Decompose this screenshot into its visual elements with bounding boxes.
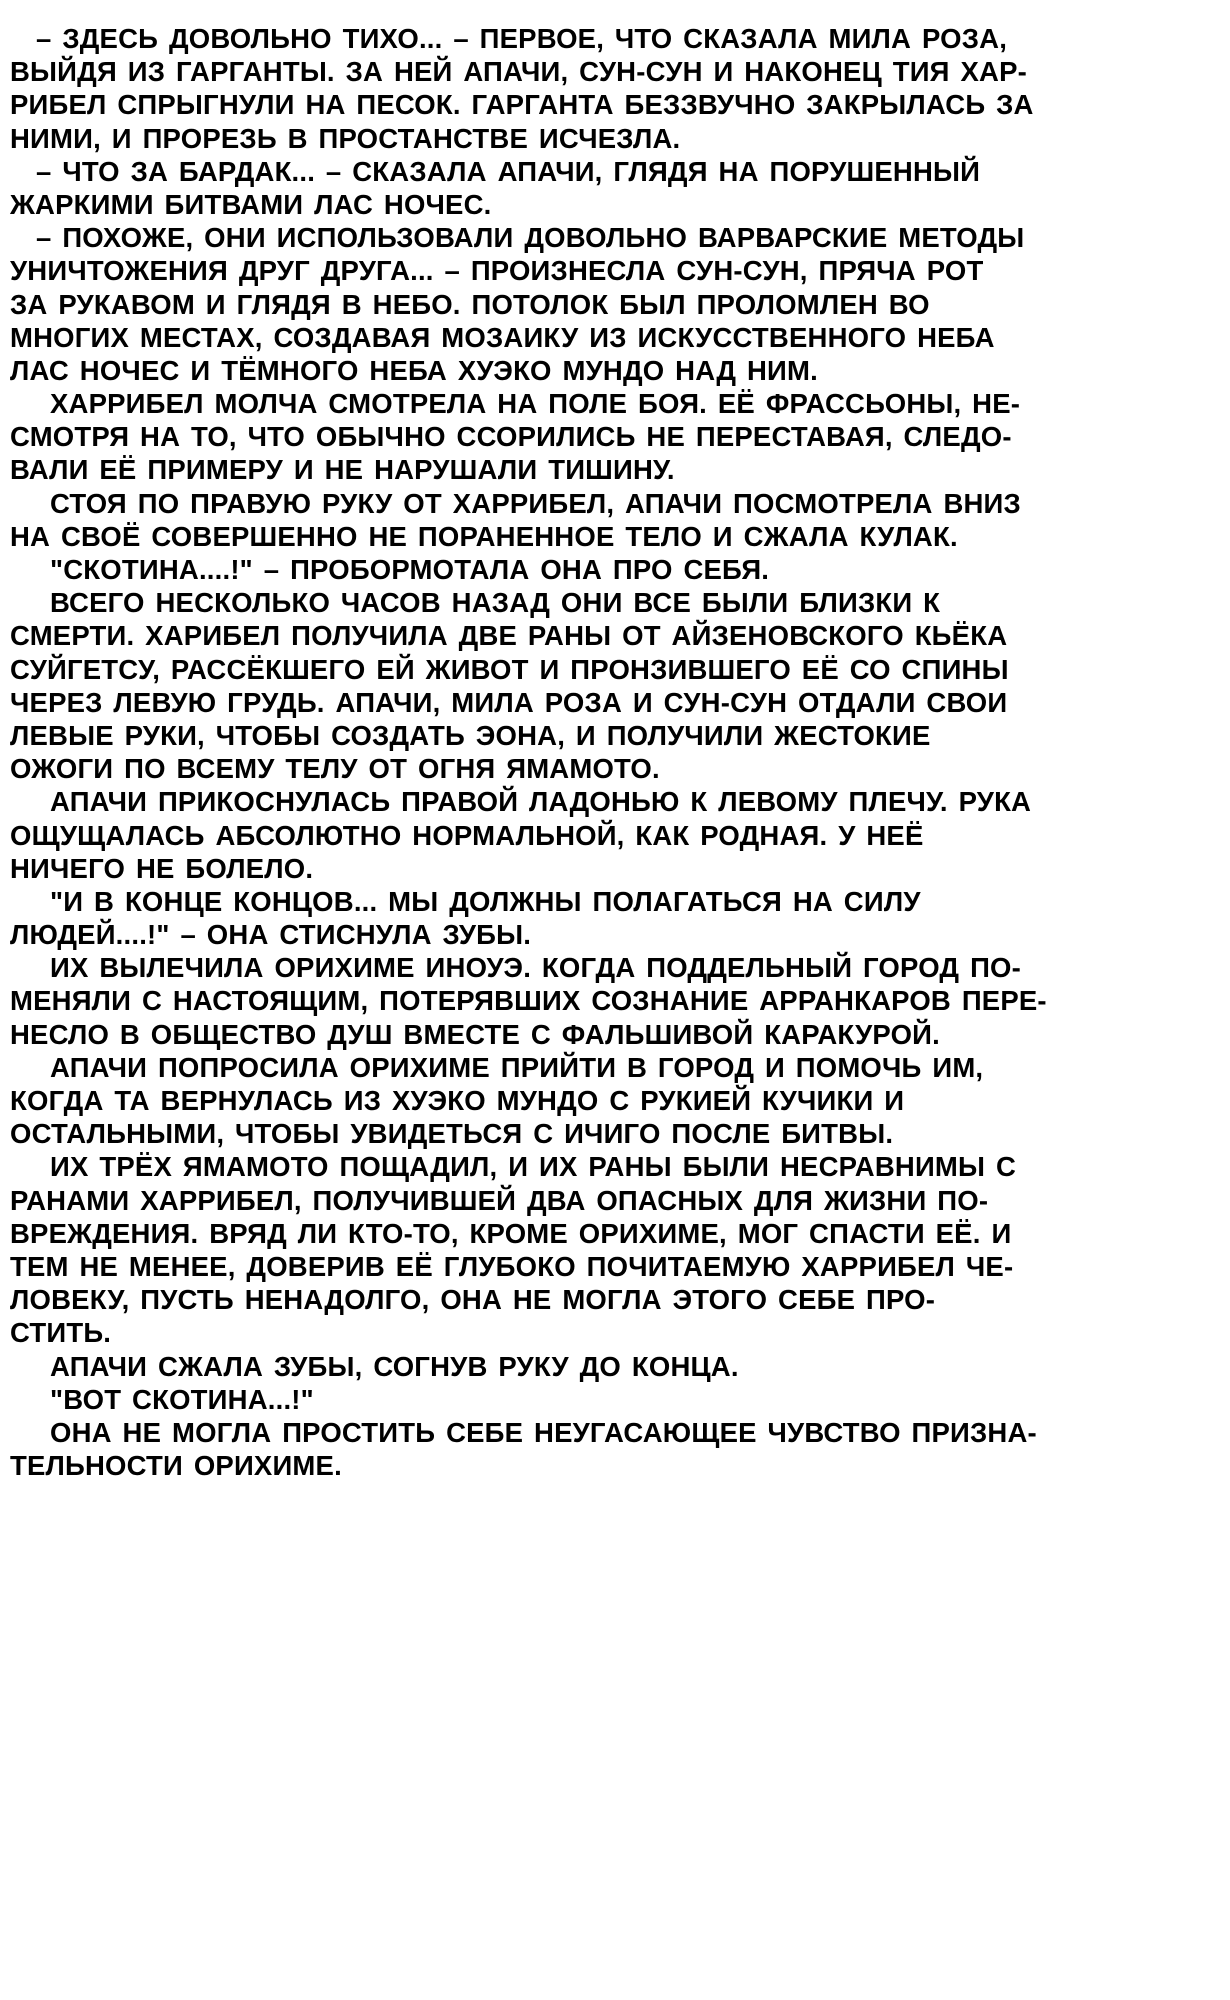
text-line: ВАЛИ ЕЁ ПРИМЕРУ И НЕ НАРУШАЛИ ТИШИНУ. — [10, 454, 675, 486]
text-line: АПАЧИ ПРИКОСНУЛАСЬ ПРАВОЙ ЛАДОНЬЮ К ЛЕВОМУ ПЛЕЧУ. РУКА — [50, 786, 1032, 818]
text-line: НИМИ, И ПРОРЕЗЬ В ПРОСТАНСТВЕ ИСЧЕЗЛА. — [10, 122, 681, 154]
text-line: АПАЧИ ПОПРОСИЛА ОРИХИМЕ ПРИЙТИ В ГОРОД И ПОМОЧЬ ИМ, — [50, 1051, 984, 1083]
text-line: КОГДА ТА ВЕРНУЛАСЬ ИЗ ХУЭКО МУНДО С РУКИЕЙ КУЧИКИ И — [10, 1085, 905, 1116]
story-text-block — [10, 22, 1216, 1482]
text-line: ОСТАЛЬНЫМИ, ЧТОБЫ УВИДЕТЬСЯ С ИЧИГО ПОСЛЕ БИТВЫ. — [10, 1118, 894, 1150]
text-line: ВСЕГО НЕСКОЛЬКО ЧАСОВ НАЗАД ОНИ ВСЕ БЫЛИ БЛИЗКИ К — [50, 587, 941, 619]
text-line: ТЕМ НЕ МЕНЕЕ, ДОВЕРИВ ЕЁ ГЛУБОКО ПОЧИТАЕМУЮ ХАРРИБЕЛ ЧЕ- — [10, 1250, 1014, 1282]
text-line: МНОГИХ МЕСТАХ, СОЗДАВАЯ МОЗАИКУ ИЗ ИСКУССТВЕННОГО НЕБА — [10, 321, 995, 353]
text-line: СМЕРТИ. ХАРИБЕЛ ПОЛУЧИЛА ДВЕ РАНЫ ОТ АЙЗЕНОВСКОГО КЬЁКА — [10, 620, 1008, 652]
text-line: РИБЕЛ СПРЫГНУЛИ НА ПЕСОК. ГАРГАНТА БЕЗЗВУЧНО ЗАКРЫЛАСЬ ЗА — [10, 89, 1034, 121]
text-line: "ВОТ СКОТИНА...!" — [50, 1383, 314, 1415]
text-line: ОЖОГИ ПО ВСЕМУ ТЕЛУ ОТ ОГНЯ ЯМАМОТО. — [10, 753, 660, 785]
text-line: ВЫЙДЯ ИЗ ГАРГАНТЫ. ЗА НЕЙ АПАЧИ, СУН-СУН И НАКОНЕЦ ТИЯ ХАР- — [10, 56, 1027, 88]
text-line: – ЗДЕСЬ ДОВОЛЬНО ТИХО... – ПЕРВОЕ, ЧТО СКАЗАЛА МИЛА РОЗА, — [36, 23, 1008, 54]
text-line: МЕНЯЛИ С НАСТОЯЩИМ, ПОТЕРЯВШИХ СОЗНАНИЕ АРРАНКАРОВ ПЕРЕ- — [10, 985, 1047, 1017]
text-line: РАНАМИ ХАРРИБЕЛ, ПОЛУЧИВШЕЙ ДВА ОПАСНЫХ ДЛЯ ЖИЗНИ ПО- — [10, 1184, 989, 1216]
text-line: НИЧЕГО НЕ БОЛЕЛО. — [10, 852, 314, 884]
text-line: ЛАС НОЧЕС И ТЁМНОГО НЕБА ХУЭКО МУНДО НАД НИМ. — [10, 354, 818, 386]
text-line: ЖАРКИМИ БИТВАМИ ЛАС НОЧЕС. — [10, 188, 492, 220]
text-line: – ПОХОЖЕ, ОНИ ИСПОЛЬЗОВАЛИ ДОВОЛЬНО ВАРВАРСКИЕ МЕТОДЫ — [36, 222, 1025, 254]
text-line: АПАЧИ СЖАЛА ЗУБЫ, СОГНУВ РУКУ ДО КОНЦА. — [50, 1350, 739, 1382]
text-line: ИХ ВЫЛЕЧИЛА ОРИХИМЕ ИНОУЭ. КОГДА ПОДДЕЛЬНЫЙ ГОРОД ПО- — [50, 952, 1021, 984]
text-line: ЧЕРЕЗ ЛЕВУЮ ГРУДЬ. АПАЧИ, МИЛА РОЗА И СУН-СУН ОТДАЛИ СВОИ — [10, 686, 1008, 718]
text-line: ЗА РУКАВОМ И ГЛЯДЯ В НЕБО. ПОТОЛОК БЫЛ ПРОЛОМЛЕН ВО — [10, 288, 930, 320]
text-line: СТИТЬ. — [10, 1317, 112, 1349]
text-line: ЛЮДЕЙ....!" – ОНА СТИСНУЛА ЗУБЫ. — [10, 919, 532, 951]
text-line: СУЙГЕТСУ, РАССЁКШЕГО ЕЙ ЖИВОТ И ПРОНЗИВШЕГО ЕЁ СО СПИНЫ — [10, 653, 1009, 685]
text-line: "И В КОНЦЕ КОНЦОВ... МЫ ДОЛЖНЫ ПОЛАГАТЬСЯ НА СИЛУ — [50, 885, 921, 917]
text-line: НА СВОЁ СОВЕРШЕННО НЕ ПОРАНЕННОЕ ТЕЛО И СЖАЛА КУЛАК. — [10, 520, 958, 552]
text-line: ВРЕЖДЕНИЯ. ВРЯД ЛИ КТО-ТО, КРОМЕ ОРИХИМЕ, МОГ СПАСТИ ЕЁ. И — [10, 1217, 1012, 1249]
text-line: ОНА НЕ МОГЛА ПРОСТИТЬ СЕБЕ НЕУГАСАЮЩЕЕ ЧУВСТВО ПРИЗНА- — [50, 1416, 1037, 1448]
text-line: ТЕЛЬНОСТИ ОРИХИМЕ. — [10, 1450, 342, 1482]
text-line: СМОТРЯ НА ТО, ЧТО ОБЫЧНО ССОРИЛИСЬ НЕ ПЕРЕСТАВАЯ, СЛЕДО- — [10, 421, 1012, 453]
text-line: УНИЧТОЖЕНИЯ ДРУГ ДРУГА... – ПРОИЗНЕСЛА СУН-СУН, ПРЯЧА РОТ — [10, 255, 984, 287]
text-line: ХАРРИБЕЛ МОЛЧА СМОТРЕЛА НА ПОЛЕ БОЯ. ЕЁ ФРАССЬОНЫ, НЕ- — [50, 388, 1021, 420]
text-line: НЕСЛО В ОБЩЕСТВО ДУШ ВМЕСТЕ С ФАЛЬШИВОЙ КАРАКУРОЙ. — [10, 1018, 940, 1050]
text-line: ОЩУЩАЛАСЬ АБСОЛЮТНО НОРМАЛЬНОЙ, КАК РОДНАЯ. У НЕЁ — [10, 819, 924, 851]
text-line: – ЧТО ЗА БАРДАК... – СКАЗАЛА АПАЧИ, ГЛЯДЯ НА ПОРУШЕННЫЙ — [36, 155, 981, 187]
text-line: ЛОВЕКУ, ПУСТЬ НЕНАДОЛГО, ОНА НЕ МОГЛА ЭТОГО СЕБЕ ПРО- — [10, 1284, 936, 1316]
text-line: "СКОТИНА....!" – ПРОБОРМОТАЛА ОНА ПРО СЕБЯ. — [50, 554, 770, 585]
text-line: СТОЯ ПО ПРАВУЮ РУКУ ОТ ХАРРИБЕЛ, АПАЧИ ПОСМОТРЕЛА ВНИЗ — [50, 487, 1021, 519]
text-line: ЛЕВЫЕ РУКИ, ЧТОБЫ СОЗДАТЬ ЭОНА, И ПОЛУЧИЛИ ЖЕСТОКИЕ — [10, 719, 931, 751]
text-line: ИХ ТРЁХ ЯМАМОТО ПОЩАДИЛ, И ИХ РАНЫ БЫЛИ НЕСРАВНИМЫ С — [50, 1151, 1017, 1183]
